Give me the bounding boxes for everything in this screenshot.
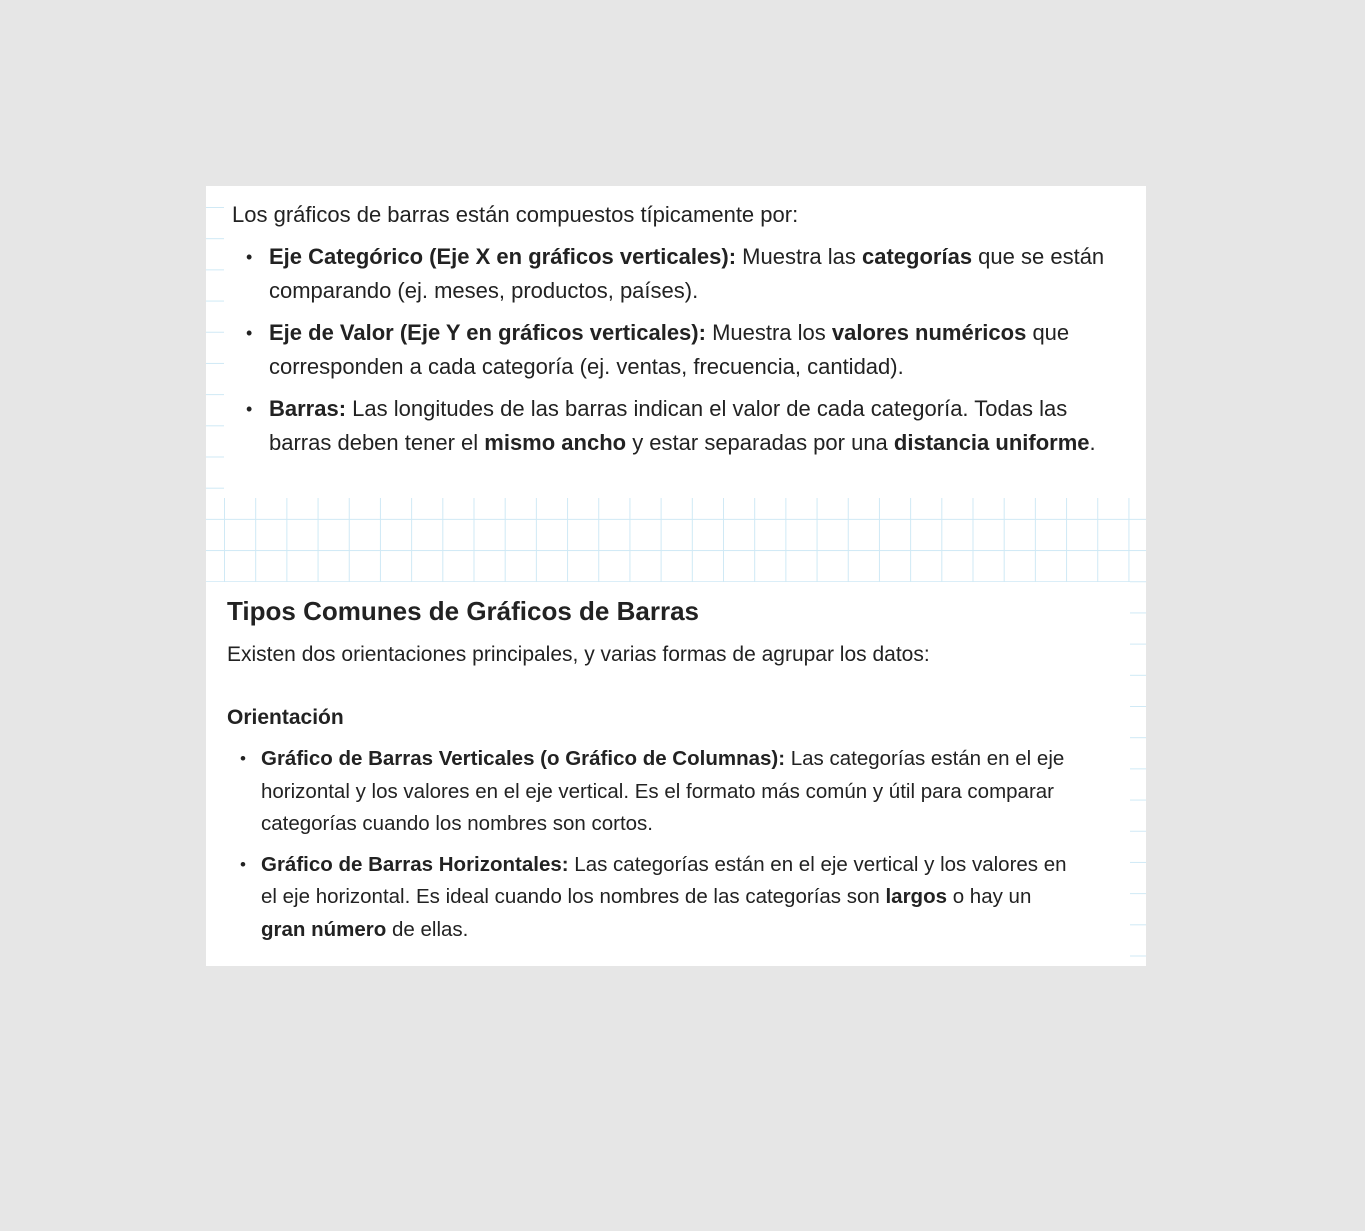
emphasis: valores numéricos: [831, 320, 1027, 345]
term-vertical-bars: Gráfico de Barras Verticales (o Gráfico de Columnas):: [261, 747, 786, 770]
list-item-value-axis: [246, 316, 1131, 384]
list-item-categorical-axis: [246, 240, 1131, 308]
term-bars: Barras:: [269, 396, 347, 421]
components-card: [224, 186, 1146, 498]
bullet-icon: •: [246, 399, 253, 419]
text-segment: o hay un: [947, 885, 1032, 908]
section-title: Tipos Comunes de Gráficos de Barras: [227, 596, 699, 626]
text-segment: de ellas.: [386, 917, 469, 941]
orientation-heading: Orientación: [227, 706, 344, 729]
text-segment: Muestra los: [705, 320, 832, 345]
term-value-axis: Eje de Valor (Eje Y en gráficos verticales):: [269, 320, 706, 345]
term-horizontal-bars: Gráfico de Barras Horizontales:: [261, 852, 569, 876]
text-segment: Las longitudes de las barras indican el valor de cada categoría. Todas las barras deben tener el: [269, 396, 1068, 455]
emphasis: categorías: [862, 244, 973, 269]
text-segment: .: [1089, 430, 1096, 455]
components-list: [246, 240, 1131, 468]
components-intro: Los gráficos de barras están compuestos típicamente por:: [232, 202, 799, 227]
emphasis: largos: [885, 885, 948, 908]
term-categorical-axis: Eje Categórico (Eje X en gráficos verticales):: [269, 244, 737, 269]
bullet-icon: •: [246, 247, 253, 267]
graph-paper-page: [206, 186, 1146, 966]
bullet-icon: •: [240, 854, 246, 874]
bullet-icon: •: [246, 323, 253, 343]
section-intro: Existen dos orientaciones principales, y varias formas de agrupar los datos:: [227, 643, 930, 666]
text-segment: que se están comparando (ej. meses, productos, países).: [269, 244, 1105, 303]
emphasis: gran número: [261, 917, 387, 941]
emphasis: mismo ancho: [484, 430, 627, 455]
text-segment: Muestra las: [736, 244, 862, 269]
text-segment: Las categorías están en el eje horizontal y los valores en el eje vertical. Es el formato más común y útil para comparar categorías cuando los nombres son cortos.: [261, 747, 1065, 835]
text-segment: Las categorías están en el eje vertical y los valores en el eje horizontal. Es ideal cuando los nombres de las categorías son: [261, 852, 1067, 908]
text-segment: y estar separadas por una: [626, 430, 894, 455]
types-card: [206, 582, 1130, 966]
list-item-bars: [246, 392, 1131, 460]
text-segment: que corresponden a cada categoría (ej. ventas, frecuencia, cantidad).: [269, 320, 1070, 379]
list-item-vertical-bars: [240, 743, 1081, 841]
bullet-icon: •: [240, 749, 246, 768]
list-item-horizontal-bars: [240, 849, 1081, 947]
orientation-list: [240, 743, 1081, 954]
emphasis: distancia uniforme: [893, 430, 1090, 455]
